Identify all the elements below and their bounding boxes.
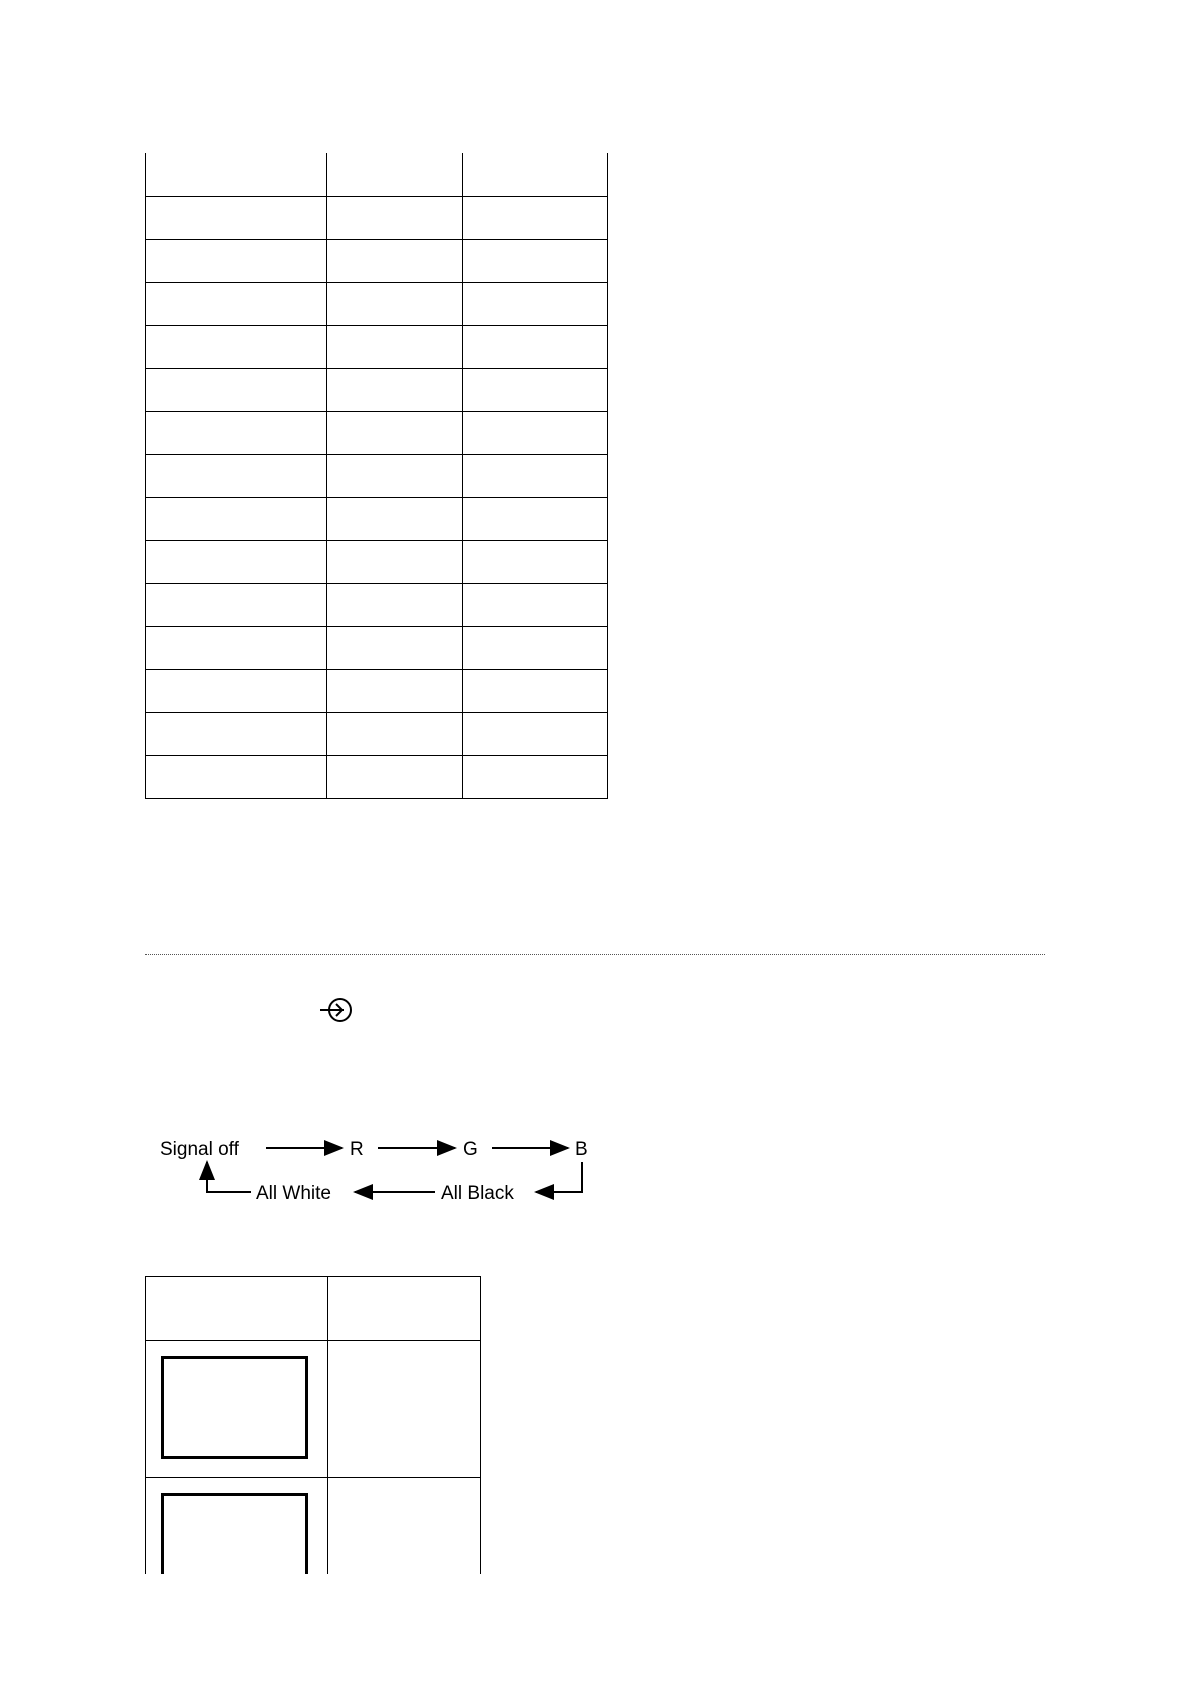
table-cell xyxy=(462,541,607,584)
table-cell xyxy=(146,498,327,541)
table-cell xyxy=(462,498,607,541)
table-cell xyxy=(327,756,462,799)
table-cell xyxy=(146,197,327,240)
table-cell xyxy=(462,713,607,756)
table-cell xyxy=(327,627,462,670)
table-cell xyxy=(327,326,462,369)
table-row xyxy=(146,713,608,756)
table-cell xyxy=(462,627,607,670)
dotted-divider xyxy=(145,954,1045,955)
table-cell xyxy=(146,455,327,498)
flow-label-r: R xyxy=(350,1139,364,1160)
table-cell xyxy=(327,412,462,455)
table-cell xyxy=(462,283,607,326)
table-cell xyxy=(462,240,607,283)
table-cell xyxy=(462,197,607,240)
table-row xyxy=(146,498,608,541)
table-row xyxy=(146,541,608,584)
partial-frame-screen-icon xyxy=(161,1493,308,1574)
table-cell xyxy=(146,240,327,283)
table-row xyxy=(146,240,608,283)
table-cell xyxy=(146,584,327,627)
table-cell xyxy=(146,670,327,713)
table-cell xyxy=(462,670,607,713)
table-cell xyxy=(462,369,607,412)
table-cell xyxy=(327,541,462,584)
table-header-row xyxy=(146,1277,481,1341)
flow-label-all-white: All White xyxy=(256,1183,331,1204)
table-cell xyxy=(327,153,462,197)
table-row xyxy=(146,326,608,369)
table-row xyxy=(146,455,608,498)
table-cell xyxy=(327,670,462,713)
table-row xyxy=(146,369,608,412)
arrow-white-to-signal xyxy=(207,1162,251,1192)
table-row xyxy=(146,283,608,326)
table-row xyxy=(146,1478,481,1575)
table-cell xyxy=(146,326,327,369)
table-row xyxy=(146,1341,481,1478)
table-cell xyxy=(146,756,327,799)
table-cell xyxy=(327,240,462,283)
screen-pattern-table xyxy=(145,1276,481,1574)
table-row xyxy=(146,627,608,670)
table-cell xyxy=(327,455,462,498)
flow-label-b: B xyxy=(575,1139,588,1160)
table-row xyxy=(146,756,608,799)
table-cell xyxy=(146,713,327,756)
table-cell xyxy=(462,412,607,455)
table-row xyxy=(146,670,608,713)
table-cell xyxy=(146,283,327,326)
table-cell xyxy=(327,584,462,627)
table-cell xyxy=(327,197,462,240)
flow-label-all-black: All Black xyxy=(441,1183,514,1204)
table-cell xyxy=(462,153,607,197)
table-cell xyxy=(327,369,462,412)
arrow-b-to-black xyxy=(536,1162,582,1192)
table-cell xyxy=(462,584,607,627)
table-cell xyxy=(146,153,327,197)
table-cell xyxy=(462,756,607,799)
table-row xyxy=(146,584,608,627)
input-arrow-circle-icon xyxy=(318,996,358,1024)
table-cell xyxy=(146,369,327,412)
table-row xyxy=(146,412,608,455)
table-cell xyxy=(327,498,462,541)
table-cell xyxy=(146,541,327,584)
flow-label-signal-off: Signal off xyxy=(160,1139,239,1160)
flow-label-g: G xyxy=(463,1139,478,1160)
table-cell xyxy=(146,412,327,455)
table-cell xyxy=(462,326,607,369)
table-row xyxy=(146,197,608,240)
full-frame-screen-icon xyxy=(161,1356,308,1459)
table-cell xyxy=(146,627,327,670)
empty-data-table xyxy=(145,153,608,799)
table-cell xyxy=(327,713,462,756)
table-cell xyxy=(462,455,607,498)
table-cell xyxy=(327,283,462,326)
table-row xyxy=(146,153,608,197)
signal-cycle-diagram xyxy=(150,1128,600,1208)
